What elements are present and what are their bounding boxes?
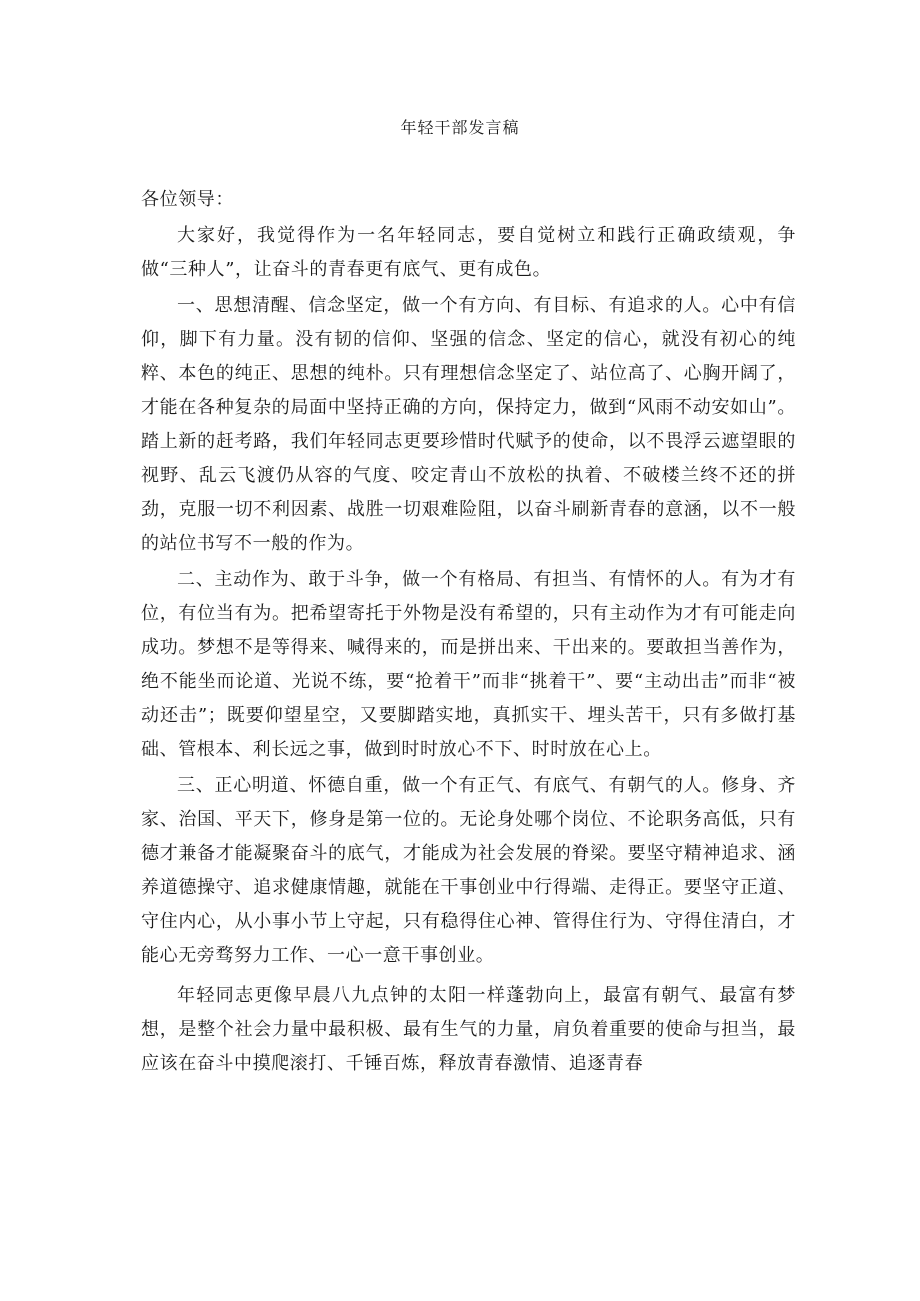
document-body (141, 183, 796, 1083)
paragraph-closing: 年轻同志更像早晨八九点钟的太阳一样蓬勃向上，最富有朝气、最富有梦想，是整个社会力量中最积极、最有生气的力量，肩负着重要的使命与担当，最应该在奋斗中摸爬滚打、千锤百炼，释放青春激情、追逐青春 (141, 985, 796, 1074)
paragraph-point-one: 一、思想清醒、信念坚定，做一个有方向、有目标、有追求的人。心中有信仰，脚下有力量。没有韧的信仰、坚强的信念、坚定的信心，就没有初心的纯粹、本色的纯正、思想的纯朴。只有理想信念坚定了、站位高了、心胸开阔了，才能在各种复杂的局面中坚持正确的方向，保持定力，做到“风雨不动安如山”。踏上新的赶考路，我们年轻同志更要珍惜时代赋予的使命，以不畏浮云遮望眼的视野、乱云飞渡仍从容的气度、咬定青山不放松的执着、不破楼兰终不还的拼劲，克服一切不利因素、战胜一切艰难险阻，以奋斗刷新青春的意涵，以不一般的站位书写不一般的作为。 (141, 295, 796, 554)
paragraph-point-three: 三、正心明道、怀德自重，做一个有正气、有底气、有朝气的人。修身、齐家、治国、平天下，修身是第一位的。无论身处哪个岗位、不论职务高低，只有德才兼备才能凝聚奋斗的底气，才能成为社会发展的脊梁。要坚守精神追求、涵养道德操守、追求健康情趣，就能在干事创业中行得端、走得正。要坚守正道、守住内心，从小事小节上守起，只有稳得住心神、管得住行为、守得住清白，才能心无旁骛努力工作、一心一意干事创业。 (141, 775, 796, 966)
document-title: 年轻干部发言稿 (400, 118, 520, 137)
paragraph-point-two: 二、主动作为、敢于斗争，做一个有格局、有担当、有情怀的人。有为才有位，有位当有为。把希望寄托于外物是没有希望的，只有主动作为才有可能走向成功。梦想不是等得来、喊得来的，而是拼出来、干出来的。要敢担当善作为，绝不能坐而论道、光说不练，要“抢着干”而非“挑着干”、要“主动出击”而非“被动还击”；既要仰望星空，又要脚踏实地，真抓实干、埋头苦干，只有多做打基础、管根本、利长远之事，做到时时放心不下、时时放在心上。 (141, 569, 796, 760)
paragraph-opening: 大家好，我觉得作为一名年轻同志，要自觉树立和践行正确政绩观，争做“三种人”，让奋斗的青春更有底气、更有成色。 (141, 225, 796, 280)
salutation: 各位领导： (141, 189, 234, 210)
